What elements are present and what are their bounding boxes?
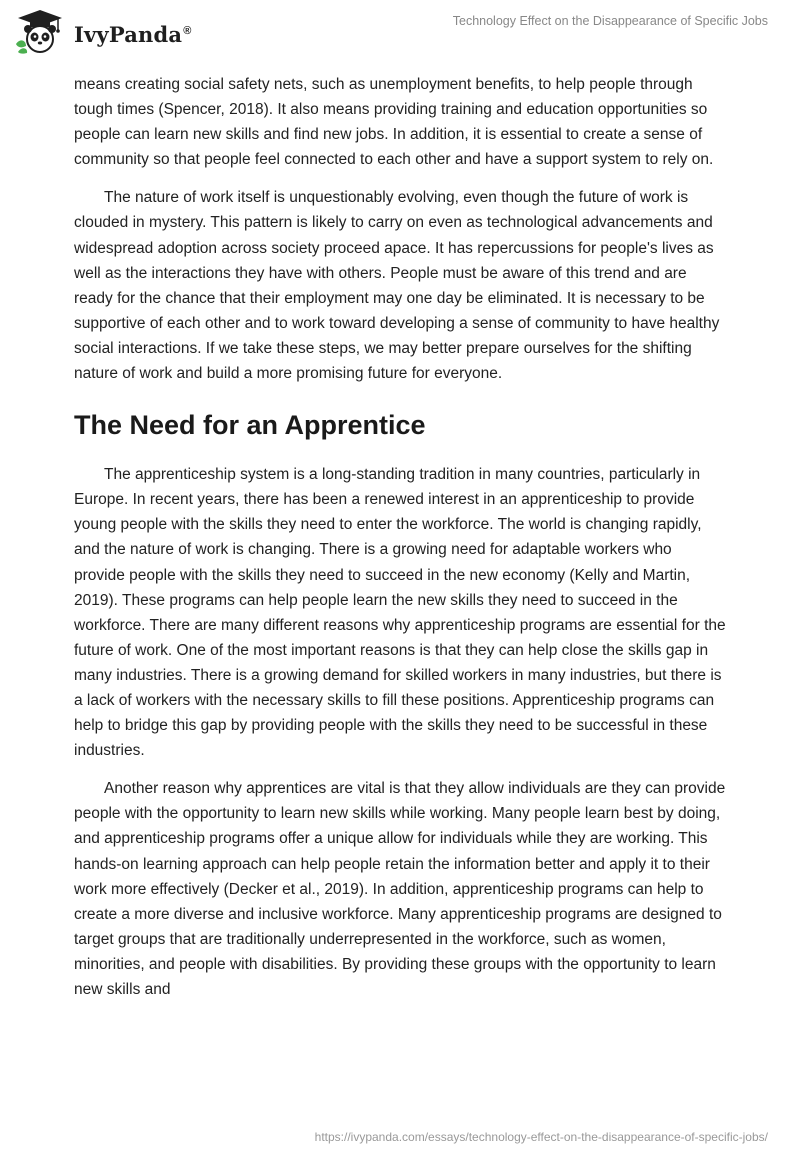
paragraph: Another reason why apprentices are vital is that they allow individuals are they can provide people with the opportunity to learn new skills while working. Many people learn best by doing, and apprenticeship programs offer a unique allow for individuals while they are working. This hands-on learning approach can help people retain the information better and apply it to their work more effectively (Decker et al., 2019). In addition, apprenticeship programs can help to create a more diverse and inclusive workforce. Many apprenticeship programs are designed to target groups that are traditionally underrepresented in the workforce, such as women, minorities, and people with disabilities. By providing these groups with the opportunity to learn new skills and	[74, 780, 726, 998]
section-heading: The Need for an Apprentice	[74, 410, 426, 441]
paragraph: The nature of work itself is unquestionably evolving, even though the future of work is clouded in mystery. This pattern is likely to carry on even as technological advancements and widespread adoption across society proceed apace. It has repercussions for people's lives as well as the interactions they have with others. People must be aware of this trend and are ready for the chance that their employment may one day be eliminated. It is necessary to be supportive of each other and to work toward developing a sense of community to have healthy social interactions. If we take these steps, we may better prepare ourselves for the shifting nature of work and build a more promising future for everyone.	[74, 189, 720, 383]
page-header	[0, 0, 800, 60]
paragraph-continuation: means creating social safety nets, such as unemployment benefits, to help people through tough times (Spencer, 2018). It also means providing training and education opportunities so people can learn new skills and find new jobs. In addition, it is essential to create a sense of community so that people feel connected to each other and have a support system to rely on.	[74, 76, 714, 169]
source-url[interactable]: https://ivypanda.com/essays/technology-effect-on-the-disappearance-of-specific-jobs/	[314, 1130, 768, 1144]
panda-graduate-icon	[14, 8, 66, 54]
brand-name: IvyPanda®	[74, 21, 192, 47]
ivypanda-logo[interactable]	[14, 8, 192, 54]
essay-content	[74, 72, 726, 1015]
paragraph: The apprenticeship system is a long-standing tradition in many countries, particularly in Europe. In recent years, there has been a renewed interest in an apprenticeship to provide young people with the skills they need to enter the workforce. The world is changing rapidly, and the nature of work is changing. There is a growing need for adaptable workers who provide people with the skills they need to succeed in the new economy (Kelly and Martin, 2019). These programs can help people learn the new skills they need to succeed in the workforce. There are many different reasons why apprenticeship programs are essential for the future of work. One of the most important reasons is that they can help close the skills gap in many industries. There is a growing demand for skilled workers in many industries, but there is a lack of workers with the necessary skills to fill these positions. Apprenticeship programs can help to bridge this gap by providing people with the skills they need to be successful in these industries.	[74, 466, 726, 760]
document-title: Technology Effect on the Disappearance of Specific Jobs	[452, 14, 768, 28]
